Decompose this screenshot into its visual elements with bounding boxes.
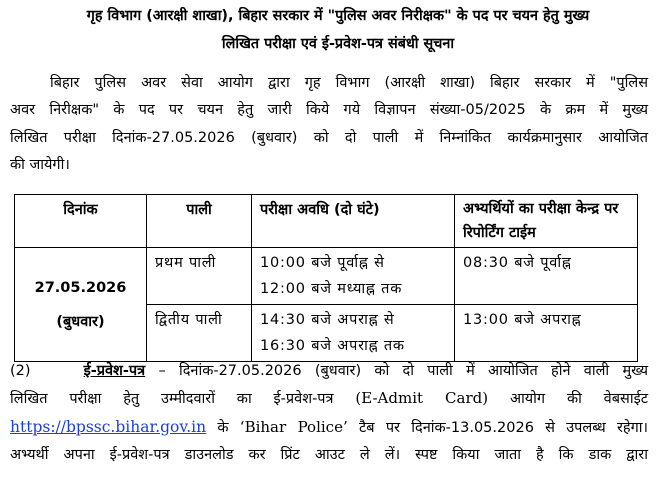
notice-title (18, 2, 658, 58)
section-number: (2) (10, 363, 31, 379)
section-2-line-1: (2) ई-प्रवेश-पत्र – दिनांक-27.05.2026 (बुधवार) को दो पाली में आयोजित होने वाली मुख्य (10, 363, 649, 379)
intro-paragraph (10, 70, 648, 179)
exam-date: 27.05.2026 (34, 279, 127, 296)
date-cell (15, 248, 147, 362)
exam-day: (बुधवार) (56, 313, 105, 330)
shift-cell: प्रथम पाली (147, 248, 252, 305)
e-admit-card-term: (E-Admit Card) (355, 389, 489, 408)
intro-line-2: अवर निरीक्षक" के पद पर चयन हेतु जारी किये गये विज्ञापन संख्या-05/2025 के क्रम में मुख्य (10, 102, 648, 119)
reporting-cell: 13:00 बजे अपराह्न (455, 305, 638, 362)
section-2-paragraph (10, 358, 648, 469)
intro-line-1: बिहार पुलिस अवर सेवा आयोग द्वारा गृह विभाग (आरक्षी शाखा) बिहार सरकार में "पुलिस (50, 75, 648, 91)
table-row (15, 248, 638, 305)
section-2-line-2: लिखित परीक्षा हेतु उम्मीदवारों का ई-प्रवेश-पत्र (E-Admit Card) आयोग की वेबसाईट (10, 389, 649, 408)
section-heading: ई-प्रवेश-पत्र (83, 363, 146, 379)
header-date: दिनांक (15, 195, 147, 248)
shift-cell: द्वितीय पाली (147, 305, 252, 362)
header-reporting: अभ्यर्थियों का परीक्षा केन्द्र पर रिपोर्टिंग टाईम (455, 195, 638, 248)
exam-schedule-table (14, 194, 638, 362)
title-line-2: लिखित परीक्षा एवं ई-प्रवेश-पत्र संबंधी सूचना (221, 36, 455, 52)
bpssc-website-link[interactable]: https://bpssc.bihar.gov.in (10, 417, 207, 436)
reporting-cell: 08:30 बजे पूर्वाह्न (455, 248, 638, 305)
intro-line-4: की जायेगी। (10, 156, 70, 173)
duration-cell: 10:00 बजे पूर्वाह्न से 12:00 बजे मध्याह्न तक (252, 248, 455, 305)
section-2-line-4: अभ्यर्थी अपना ई-प्रवेश-पत्र डाउनलोड कर प्रिंट आउट ले लें। स्पष्ट किया जाता है कि डाक द्वारा (10, 446, 648, 463)
section-2-line-3: https://bpssc.bihar.gov.in के ‘Bihar Police’ टैब पर दिनांक-13.05.2026 से उपलब्ध रहेगा। (10, 417, 649, 436)
header-duration: परीक्षा अवधि (दो घंटे) (252, 195, 455, 248)
bihar-police-tab-term: ‘Bihar Police’ (239, 417, 348, 436)
title-line-1: गृह विभाग (आरक्षी शाखा), बिहार सरकार में "पुलिस अवर निरीक्षक" के पद पर चयन हेतु मुख्य (86, 8, 590, 24)
header-shift: पाली (147, 195, 252, 248)
duration-cell: 14:30 बजे अपराह्न से 16:30 बजे अपराह्न तक (252, 305, 455, 362)
intro-line-3: लिखित परीक्षा दिनांक-27.05.2026 (बुधवार) को दो पाली में निम्नांकित कार्यक्रमानुसार आयोजित (10, 129, 648, 146)
table-header-row (15, 195, 638, 248)
